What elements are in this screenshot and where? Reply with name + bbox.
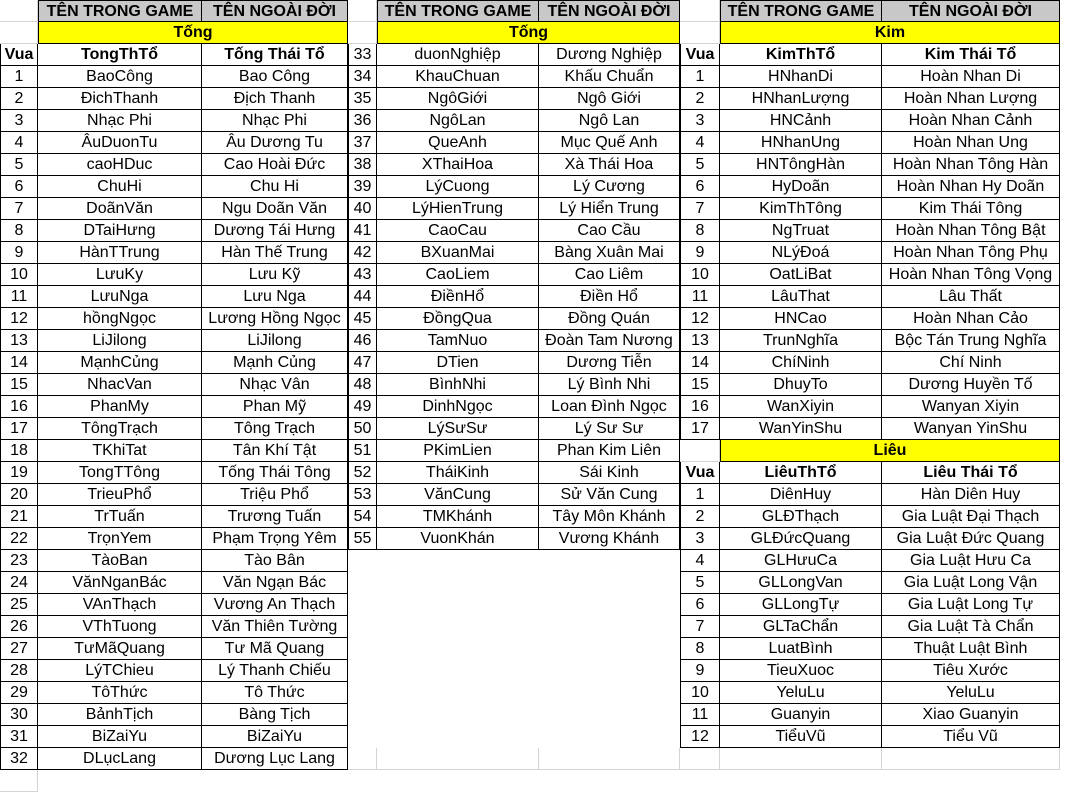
game-name-cell: TháiKinh	[377, 462, 539, 484]
game-name-cell: TamNuo	[377, 330, 539, 352]
game-name-cell: GLLongVan	[720, 572, 882, 594]
row-number: 30	[0, 704, 38, 726]
game-name-cell: DiênHuy	[720, 484, 882, 506]
game-name-cell: TongTTông	[38, 462, 202, 484]
real-name-cell: Gia Luật Hưu Ca	[882, 550, 1060, 572]
game-name-cell: VAnThạch	[38, 594, 202, 616]
empty-cell	[377, 748, 539, 770]
real-name-cell: Mục Quế Anh	[539, 132, 680, 154]
row-number: 6	[680, 594, 720, 616]
row-number: 11	[0, 286, 38, 308]
real-name-cell: Wanyan YinShu	[882, 418, 1060, 440]
header-game-name-3: TÊN TRONG GAME	[720, 0, 882, 22]
game-name-cell: LuatBình	[720, 638, 882, 660]
real-name-cell: Triệu Phổ	[202, 484, 348, 506]
game-name-cell: LưuKy	[38, 264, 202, 286]
game-name-cell: HànTTrung	[38, 242, 202, 264]
game-name-cell: VuonKhán	[377, 528, 539, 550]
real-name-cell: Lý Thanh Chiếu	[202, 660, 348, 682]
real-name-cell: Hàn Thế Trung	[202, 242, 348, 264]
game-name-cell: BXuanMai	[377, 242, 539, 264]
real-name-cell: Tư Mã Quang	[202, 638, 348, 660]
real-name-cell: Trương Tuấn	[202, 506, 348, 528]
row-number: 46	[348, 330, 377, 352]
section-title-lieu: Liêu	[720, 440, 1060, 462]
row-number: 9	[680, 660, 720, 682]
real-name-cell: Tông Trạch	[202, 418, 348, 440]
real-name-cell: Hoàn Nhan Hy Doãn	[882, 176, 1060, 198]
real-name-cell: Mạnh Củng	[202, 352, 348, 374]
game-name-cell: LýHienTrung	[377, 198, 539, 220]
game-name-cell: DTaiHưng	[38, 220, 202, 242]
row-number: 3	[680, 528, 720, 550]
row-number: 37	[348, 132, 377, 154]
vua-label-lieu: Vua	[680, 462, 720, 484]
real-name-cell: Văn Thiên Tường	[202, 616, 348, 638]
real-name-cell: Hoàn Nhan Tông Bật	[882, 220, 1060, 242]
king-game-kim: KimThTổ	[720, 44, 882, 66]
row-number: 19	[0, 462, 38, 484]
real-name-cell: Tào Bân	[202, 550, 348, 572]
row-number: 40	[348, 198, 377, 220]
real-name-cell: Hoàn Nhan Cảo	[882, 308, 1060, 330]
game-name-cell: PKimLien	[377, 440, 539, 462]
real-name-cell: Dương Nghiệp	[539, 44, 680, 66]
game-name-cell: HNhanLượng	[720, 88, 882, 110]
game-name-cell: TưMãQuang	[38, 638, 202, 660]
empty-cell	[680, 748, 720, 770]
real-name-cell: Lý Bình Nhi	[539, 374, 680, 396]
real-name-cell: Đồng Quán	[539, 308, 680, 330]
row-number: 16	[680, 396, 720, 418]
real-name-cell: Gia Luật Đức Quang	[882, 528, 1060, 550]
game-name-cell: CaoCau	[377, 220, 539, 242]
empty-cell	[0, 0, 38, 22]
game-name-cell: TieuXuoc	[720, 660, 882, 682]
row-number: 12	[680, 726, 720, 748]
real-name-cell: Tân Khí Tật	[202, 440, 348, 462]
real-name-cell: Lý Sư Sư	[539, 418, 680, 440]
real-name-cell: Xà Thái Hoa	[539, 154, 680, 176]
real-name-cell: Vương Khánh	[539, 528, 680, 550]
row-number: 5	[680, 154, 720, 176]
real-name-cell: Bao Công	[202, 66, 348, 88]
game-name-cell: NgôLan	[377, 110, 539, 132]
row-number: 10	[680, 682, 720, 704]
row-number: 17	[680, 418, 720, 440]
game-name-cell: QueAnh	[377, 132, 539, 154]
row-number: 3	[0, 110, 38, 132]
real-name-cell: Hoàn Nhan Lượng	[882, 88, 1060, 110]
real-name-cell: Bàng Xuân Mai	[539, 242, 680, 264]
row-number: 11	[680, 704, 720, 726]
game-name-cell: caoHDuc	[38, 154, 202, 176]
game-name-cell: BiZaiYu	[38, 726, 202, 748]
section-title-kim: Kim	[720, 22, 1060, 44]
game-name-cell: TrieuPhổ	[38, 484, 202, 506]
real-name-cell: Gia Luật Long Tự	[882, 594, 1060, 616]
row-number: 52	[348, 462, 377, 484]
row-number: 26	[0, 616, 38, 638]
real-name-cell: Lý Cương	[539, 176, 680, 198]
real-name-cell: YeluLu	[882, 682, 1060, 704]
real-name-cell: Phạm Trọng Yêm	[202, 528, 348, 550]
real-name-cell: Nhạc Phi	[202, 110, 348, 132]
real-name-cell: Phan Kim Liên	[539, 440, 680, 462]
game-name-cell: GLĐứcQuang	[720, 528, 882, 550]
game-name-cell: VănNganBác	[38, 572, 202, 594]
game-name-cell: ĐồngQua	[377, 308, 539, 330]
real-name-cell: Hoàn Nhan Tông Vọng	[882, 264, 1060, 286]
row-number: 42	[348, 242, 377, 264]
real-name-cell: Hoàn Nhan Tông Hàn	[882, 154, 1060, 176]
row-number: 31	[0, 726, 38, 748]
game-name-cell: NgôGiới	[377, 88, 539, 110]
game-name-cell: YeluLu	[720, 682, 882, 704]
game-name-cell: BảnhTịch	[38, 704, 202, 726]
row-number: 7	[680, 198, 720, 220]
section-title-tong-1: Tống	[38, 22, 348, 44]
real-name-cell: Lưu Nga	[202, 286, 348, 308]
game-name-cell: TMKhánh	[377, 506, 539, 528]
real-name-cell: Văn Ngạn Bác	[202, 572, 348, 594]
row-number: 45	[348, 308, 377, 330]
row-number: 8	[0, 220, 38, 242]
game-name-cell: HNCảnh	[720, 110, 882, 132]
real-name-cell: Dương Tái Hưng	[202, 220, 348, 242]
row-number: 41	[348, 220, 377, 242]
row-number: 2	[680, 88, 720, 110]
real-name-cell: Xiao Guanyin	[882, 704, 1060, 726]
real-name-cell: Hàn Diên Huy	[882, 484, 1060, 506]
real-name-cell: Âu Dương Tu	[202, 132, 348, 154]
row-number: 4	[680, 132, 720, 154]
header-real-name-2: TÊN NGOÀI ĐỜI	[539, 0, 680, 22]
row-number: 24	[0, 572, 38, 594]
real-name-cell: LiJilong	[202, 330, 348, 352]
game-name-cell: WanYinShu	[720, 418, 882, 440]
real-name-cell: Wanyan Xiyin	[882, 396, 1060, 418]
game-name-cell: HNhanUng	[720, 132, 882, 154]
game-name-cell: DinhNgọc	[377, 396, 539, 418]
real-name-cell: Vương An Thạch	[202, 594, 348, 616]
game-name-cell: ÂuDuonTu	[38, 132, 202, 154]
section-title-tong-2: Tống	[377, 22, 680, 44]
empty-cell	[0, 770, 38, 792]
game-name-cell: DoãnVăn	[38, 198, 202, 220]
real-name-cell: Điền Hổ	[539, 286, 680, 308]
game-name-cell: hồngNgọc	[38, 308, 202, 330]
real-name-cell: Ngô Lan	[539, 110, 680, 132]
header-real-name-1: TÊN NGOÀI ĐỜI	[202, 0, 348, 22]
game-name-cell: LiJilong	[38, 330, 202, 352]
real-name-cell: Tô Thức	[202, 682, 348, 704]
row-number: 38	[348, 154, 377, 176]
game-name-cell: TàoBan	[38, 550, 202, 572]
real-name-cell: Hoàn Nhan Di	[882, 66, 1060, 88]
row-number: 25	[0, 594, 38, 616]
empty-cell	[680, 0, 720, 22]
game-name-cell: TrọnYem	[38, 528, 202, 550]
real-name-cell: Dương Tiễn	[539, 352, 680, 374]
row-number: 3	[680, 110, 720, 132]
row-number: 51	[348, 440, 377, 462]
real-name-cell: Dương Huyền Tố	[882, 374, 1060, 396]
real-name-cell: Hoàn Nhan Cảnh	[882, 110, 1060, 132]
game-name-cell: BaoCông	[38, 66, 202, 88]
row-number: 1	[680, 484, 720, 506]
game-name-cell: NhacVan	[38, 374, 202, 396]
real-name-cell: Tây Môn Khánh	[539, 506, 680, 528]
row-number: 33	[348, 44, 377, 66]
header-real-name-3: TÊN NGOÀI ĐỜI	[882, 0, 1060, 22]
game-name-cell: NgTruat	[720, 220, 882, 242]
game-name-cell: KimThTông	[720, 198, 882, 220]
row-number: 7	[680, 616, 720, 638]
row-number: 14	[0, 352, 38, 374]
real-name-cell: Cao Liêm	[539, 264, 680, 286]
game-name-cell: duonNghiệp	[377, 44, 539, 66]
real-name-cell: Đoàn Tam Nương	[539, 330, 680, 352]
real-name-cell: Lương Hồng Ngọc	[202, 308, 348, 330]
row-number: 5	[680, 572, 720, 594]
game-name-cell: DLụcLang	[38, 748, 202, 770]
row-number: 10	[680, 264, 720, 286]
real-name-cell: Gia Luật Long Vận	[882, 572, 1060, 594]
real-name-cell: Sử Văn Cung	[539, 484, 680, 506]
row-number: 2	[680, 506, 720, 528]
game-name-cell: TrTuấn	[38, 506, 202, 528]
real-name-cell: Lưu Kỹ	[202, 264, 348, 286]
real-name-cell: BiZaiYu	[202, 726, 348, 748]
empty-cell	[348, 748, 377, 770]
row-number: 14	[680, 352, 720, 374]
empty-cell	[0, 22, 38, 44]
real-name-cell: Chu Hi	[202, 176, 348, 198]
row-number: 49	[348, 396, 377, 418]
row-number: 9	[0, 242, 38, 264]
real-name-cell: Nhạc Vân	[202, 374, 348, 396]
row-number: 39	[348, 176, 377, 198]
game-name-cell: Nhạc Phi	[38, 110, 202, 132]
game-name-cell: BìnhNhi	[377, 374, 539, 396]
real-name-cell: Chí Ninh	[882, 352, 1060, 374]
game-name-cell: OatLiBat	[720, 264, 882, 286]
row-number: 11	[680, 286, 720, 308]
game-name-cell: PhanMy	[38, 396, 202, 418]
row-number: 54	[348, 506, 377, 528]
row-number: 15	[680, 374, 720, 396]
game-name-cell: TrunNghĩa	[720, 330, 882, 352]
game-name-cell: KhauChuan	[377, 66, 539, 88]
empty-cell	[348, 0, 377, 22]
game-name-cell: HyDoãn	[720, 176, 882, 198]
row-number: 27	[0, 638, 38, 660]
empty-cell	[680, 440, 720, 462]
real-name-cell: Kim Thái Tông	[882, 198, 1060, 220]
row-number: 48	[348, 374, 377, 396]
row-number: 1	[0, 66, 38, 88]
row-number: 44	[348, 286, 377, 308]
header-game-name-2: TÊN TRONG GAME	[377, 0, 539, 22]
row-number: 18	[0, 440, 38, 462]
real-name-cell: Gia Luật Tà Chẩn	[882, 616, 1060, 638]
game-name-cell: DTien	[377, 352, 539, 374]
row-number: 28	[0, 660, 38, 682]
real-name-cell: Ngô Giới	[539, 88, 680, 110]
row-number: 6	[680, 176, 720, 198]
real-name-cell: Bộc Tán Trung Nghĩa	[882, 330, 1060, 352]
row-number: 10	[0, 264, 38, 286]
real-name-cell: Tiểu Vũ	[882, 726, 1060, 748]
row-number: 20	[0, 484, 38, 506]
row-number: 34	[348, 66, 377, 88]
row-number: 55	[348, 528, 377, 550]
real-name-cell: Phan Mỹ	[202, 396, 348, 418]
game-name-cell: TiểuVũ	[720, 726, 882, 748]
game-name-cell: LâuThat	[720, 286, 882, 308]
row-number: 36	[348, 110, 377, 132]
king-real-kim: Kim Thái Tổ	[882, 44, 1060, 66]
game-name-cell: GLLongTự	[720, 594, 882, 616]
game-name-cell: MạnhCủng	[38, 352, 202, 374]
row-number: 47	[348, 352, 377, 374]
game-name-cell: LýCuong	[377, 176, 539, 198]
row-number: 15	[0, 374, 38, 396]
row-number: 43	[348, 264, 377, 286]
row-number: 12	[680, 308, 720, 330]
row-number: 6	[0, 176, 38, 198]
game-name-cell: HNTôngHàn	[720, 154, 882, 176]
row-number: 21	[0, 506, 38, 528]
real-name-cell: Lâu Thất	[882, 286, 1060, 308]
real-name-cell: Loan Đình Ngọc	[539, 396, 680, 418]
row-number: 50	[348, 418, 377, 440]
empty-cell	[882, 748, 1060, 770]
king-game-lieu: LiêuThTổ	[720, 462, 882, 484]
game-name-cell: DhuyTo	[720, 374, 882, 396]
empty-cell	[539, 748, 680, 770]
game-name-cell: GLTaChẩn	[720, 616, 882, 638]
king-game-tong: TongThTổ	[38, 44, 202, 66]
row-number: 32	[0, 748, 38, 770]
row-number: 13	[680, 330, 720, 352]
king-real-lieu: Liêu Thái Tổ	[882, 462, 1060, 484]
row-number: 1	[680, 66, 720, 88]
game-name-cell: LýSưSư	[377, 418, 539, 440]
real-name-cell: Bàng Tịch	[202, 704, 348, 726]
row-number: 5	[0, 154, 38, 176]
game-name-cell: ĐiềnHổ	[377, 286, 539, 308]
empty-cell	[720, 748, 882, 770]
real-name-cell: Cao Cầu	[539, 220, 680, 242]
row-number: 16	[0, 396, 38, 418]
row-number: 29	[0, 682, 38, 704]
real-name-cell: Thuật Luật Bình	[882, 638, 1060, 660]
game-name-cell: TôngTrạch	[38, 418, 202, 440]
real-name-cell: Hoàn Nhan Ung	[882, 132, 1060, 154]
row-number: 9	[680, 242, 720, 264]
game-name-cell: GLHưuCa	[720, 550, 882, 572]
row-number: 4	[680, 550, 720, 572]
game-name-cell: CaoLiem	[377, 264, 539, 286]
real-name-cell: Tiêu Xước	[882, 660, 1060, 682]
game-name-cell: GLĐThạch	[720, 506, 882, 528]
game-name-cell: Guanyin	[720, 704, 882, 726]
empty-cell	[348, 22, 377, 44]
row-number: 8	[680, 638, 720, 660]
row-number: 12	[0, 308, 38, 330]
real-name-cell: Cao Hoài Đức	[202, 154, 348, 176]
vua-label-kim: Vua	[680, 44, 720, 66]
vua-label-tong: Vua	[0, 44, 38, 66]
game-name-cell: LưuNga	[38, 286, 202, 308]
game-name-cell: XThaiHoa	[377, 154, 539, 176]
real-name-cell: Khấu Chuẩn	[539, 66, 680, 88]
real-name-cell: Sái Kinh	[539, 462, 680, 484]
game-name-cell: VănCung	[377, 484, 539, 506]
row-number: 23	[0, 550, 38, 572]
row-number: 17	[0, 418, 38, 440]
real-name-cell: Lý Hiển Trung	[539, 198, 680, 220]
king-real-tong: Tống Thái Tổ	[202, 44, 348, 66]
row-number: 53	[348, 484, 377, 506]
real-name-cell: Gia Luật Đại Thạch	[882, 506, 1060, 528]
row-number: 35	[348, 88, 377, 110]
header-game-name-1: TÊN TRONG GAME	[38, 0, 202, 22]
game-name-cell: HNCao	[720, 308, 882, 330]
row-number: 2	[0, 88, 38, 110]
real-name-cell: Dương Lục Lang	[202, 748, 348, 770]
game-name-cell: TKhiTat	[38, 440, 202, 462]
real-name-cell: Ngu Doãn Văn	[202, 198, 348, 220]
real-name-cell: Địch Thanh	[202, 88, 348, 110]
game-name-cell: VThTuong	[38, 616, 202, 638]
row-number: 22	[0, 528, 38, 550]
game-name-cell: NLýĐoá	[720, 242, 882, 264]
empty-cell	[680, 22, 720, 44]
row-number: 7	[0, 198, 38, 220]
game-name-cell: ChuHi	[38, 176, 202, 198]
row-number: 4	[0, 132, 38, 154]
real-name-cell: Hoàn Nhan Tông Phụ	[882, 242, 1060, 264]
game-name-cell: HNhanDi	[720, 66, 882, 88]
game-name-cell: WanXiyin	[720, 396, 882, 418]
row-number: 8	[680, 220, 720, 242]
row-number: 13	[0, 330, 38, 352]
real-name-cell: Tống Thái Tông	[202, 462, 348, 484]
game-name-cell: ĐichThanh	[38, 88, 202, 110]
game-name-cell: LýTChieu	[38, 660, 202, 682]
game-name-cell: TôThức	[38, 682, 202, 704]
game-name-cell: ChíNinh	[720, 352, 882, 374]
